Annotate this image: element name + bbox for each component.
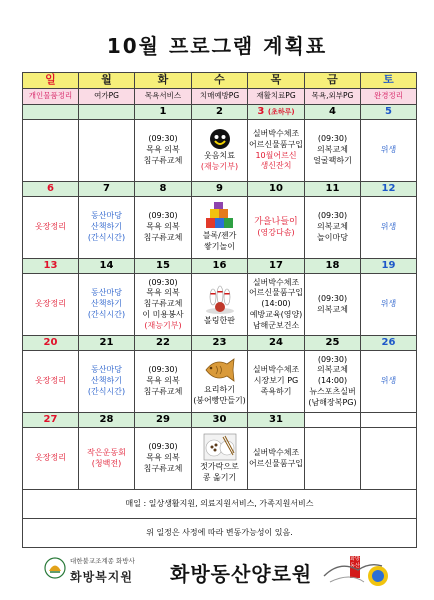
date-cell: 13 bbox=[23, 259, 79, 274]
date-cell: 2 bbox=[192, 105, 248, 120]
program-tue: 목욕서비스 bbox=[135, 89, 192, 105]
date-cell: 9 bbox=[192, 182, 248, 197]
org-welfare-name: 화방복지원 bbox=[70, 570, 133, 584]
date-cell: 18 bbox=[305, 259, 361, 274]
weekday-sun: 일 bbox=[23, 73, 79, 89]
activity-cell: 실버박수체조 어르신물품구입 10월어르신 생신잔치 bbox=[248, 120, 305, 182]
activity-cell: 옷장정리 bbox=[23, 274, 79, 336]
date-cell: 31 bbox=[248, 413, 305, 428]
weekday-header-row bbox=[23, 73, 417, 89]
date-cell: 27 bbox=[23, 413, 79, 428]
date-num: 3 bbox=[257, 106, 265, 118]
page-title: 10월 프로그램 계획표 bbox=[106, 34, 328, 58]
activity-cell: 작은운동회 (청백전) bbox=[79, 428, 135, 490]
activity-cell: (09:30) 의복교체 놀이마당 bbox=[305, 197, 361, 259]
activity-cell: (09:30) 의복교체 (14:00) 뉴스포츠실버 (남해장복PG) bbox=[305, 351, 361, 413]
date-cell: 25 bbox=[305, 336, 361, 351]
date-cell: 5 bbox=[361, 105, 417, 120]
program-calendar bbox=[22, 72, 417, 548]
date-cell bbox=[248, 105, 305, 120]
activity-cell: 요리하기 (붕어빵만들기) bbox=[192, 351, 248, 413]
bowling-icon bbox=[204, 283, 236, 315]
weekday-tue: 화 bbox=[135, 73, 192, 89]
date-cell: 26 bbox=[361, 336, 417, 351]
program-type-row bbox=[23, 89, 417, 105]
date-cell: 14 bbox=[79, 259, 135, 274]
activity-cell: (09:30) 목욕 의복 침구류교체 bbox=[135, 120, 192, 182]
date-cell: 21 bbox=[79, 336, 135, 351]
date-cell: 15 bbox=[135, 259, 192, 274]
footer-note-row bbox=[23, 519, 417, 548]
program-fri: 목욕,외부PG bbox=[305, 89, 361, 105]
activity-cell: 웃음치료 (재능기부) bbox=[192, 120, 248, 182]
activity-cell: 동산마당 산책하기 (간식시간) bbox=[79, 274, 135, 336]
activity-cell: (09:30) 목욕 의복 침구류교체 bbox=[135, 197, 192, 259]
activity-cell: 동산마당 산책하기 (간식시간) bbox=[79, 197, 135, 259]
program-sun: 개인물품정리 bbox=[23, 89, 79, 105]
activity-cell: 젓가락으로 콩 옮기기 bbox=[192, 428, 248, 490]
date-cell: 8 bbox=[135, 182, 192, 197]
activity-cell: 가을나들이 (영강다솜) bbox=[248, 197, 305, 259]
smiley-icon bbox=[209, 128, 231, 150]
activity-cell: 볼링한판 bbox=[192, 274, 248, 336]
date-cell: 17 bbox=[248, 259, 305, 274]
date-cell: 23 bbox=[192, 336, 248, 351]
week-2-dates bbox=[23, 182, 417, 197]
activity-cell: (09:30) 목욕 의복 침구류교체 bbox=[135, 428, 192, 490]
date-cell: 12 bbox=[361, 182, 417, 197]
activity-cell: (09:30) 의복교체 얼굴팩하기 bbox=[305, 120, 361, 182]
org-affiliation: 대한불교조계종 화방사 bbox=[70, 557, 135, 565]
activity-cell: 동산마당 산책하기 (간식시간) bbox=[79, 351, 135, 413]
date-cell: 6 bbox=[23, 182, 79, 197]
date-cell: 22 bbox=[135, 336, 192, 351]
week-3-activities bbox=[23, 274, 417, 336]
date-cell: 19 bbox=[361, 259, 417, 274]
date-cell: 10 bbox=[248, 182, 305, 197]
week-1-activities bbox=[23, 120, 417, 182]
blocks-icon bbox=[204, 202, 236, 230]
date-cell: 28 bbox=[79, 413, 135, 428]
seal-stamp: 화방동산 bbox=[350, 556, 360, 578]
footer-daily-row bbox=[23, 490, 417, 519]
weekday-fri: 금 bbox=[305, 73, 361, 89]
activity-cell: 실버박수체조 어르신물품구입 bbox=[248, 428, 305, 490]
activity-cell: 옷장정리 bbox=[23, 428, 79, 490]
activity-cell: (09:30) 의복교체 bbox=[305, 274, 361, 336]
activity-cell: 위생 bbox=[361, 120, 417, 182]
date-cell: 20 bbox=[23, 336, 79, 351]
date-cell: 7 bbox=[79, 182, 135, 197]
activity-cell: 블록/젠가 쌓기놀이 bbox=[192, 197, 248, 259]
activity-cell: 위생 bbox=[361, 351, 417, 413]
org-name: 화방동산양로원 bbox=[170, 562, 313, 586]
activity-cell: 실버박수체조 어르신물품구입 (14:00) 예방교육(영양) 남해군보건소 bbox=[248, 274, 305, 336]
date-cell: 30 bbox=[192, 413, 248, 428]
weekday-mon: 월 bbox=[79, 73, 135, 89]
activity-cell: 위생 bbox=[361, 197, 417, 259]
activity-cell: 위생 bbox=[361, 274, 417, 336]
date-cell: 4 bbox=[305, 105, 361, 120]
chopsticks-beans-icon bbox=[203, 433, 237, 461]
activity-cell: 옷장정리 bbox=[23, 197, 79, 259]
week-4-dates bbox=[23, 336, 417, 351]
week-2-activities bbox=[23, 197, 417, 259]
date-cell: 24 bbox=[248, 336, 305, 351]
program-wed: 치매예방PG bbox=[192, 89, 248, 105]
week-3-dates bbox=[23, 259, 417, 274]
crane-mascot-icon bbox=[320, 552, 394, 592]
activity-cell: (09:30) 목욕 의복 침구류교체 bbox=[135, 351, 192, 413]
program-mon: 여가PG bbox=[79, 89, 135, 105]
program-thu: 재활치료PG bbox=[248, 89, 305, 105]
activity-cell: (09:30) 목욕 의복 침구류교체 이 미용봉사 (재능기부) bbox=[135, 274, 192, 336]
weekday-sat: 토 bbox=[361, 73, 417, 89]
date-cell: 29 bbox=[135, 413, 192, 428]
weekday-thu: 목 bbox=[248, 73, 305, 89]
activity-cell: 옷장정리 bbox=[23, 351, 79, 413]
date-cell: 1 bbox=[135, 105, 192, 120]
date-cell: 16 bbox=[192, 259, 248, 274]
date-cell: 11 bbox=[305, 182, 361, 197]
schedule-note: 위 일정은 사정에 따라 변동가능성이 있음. bbox=[23, 519, 417, 548]
week-5-dates bbox=[23, 413, 417, 428]
fish-bread-icon bbox=[203, 356, 237, 384]
temple-logo-icon bbox=[44, 556, 66, 580]
week-5-activities bbox=[23, 428, 417, 490]
week-4-activities bbox=[23, 351, 417, 413]
daily-services: 매일 : 일상생활지원, 의료지원서비스, 가족지원서비스 bbox=[23, 490, 417, 519]
lunar-note: (초하루) bbox=[267, 108, 295, 117]
activity-cell: 실버박수체조 시장보기 PG 족욕하기 bbox=[248, 351, 305, 413]
program-sat: 완경정리 bbox=[361, 89, 417, 105]
weekday-wed: 수 bbox=[192, 73, 248, 89]
week-1-dates bbox=[23, 105, 417, 120]
